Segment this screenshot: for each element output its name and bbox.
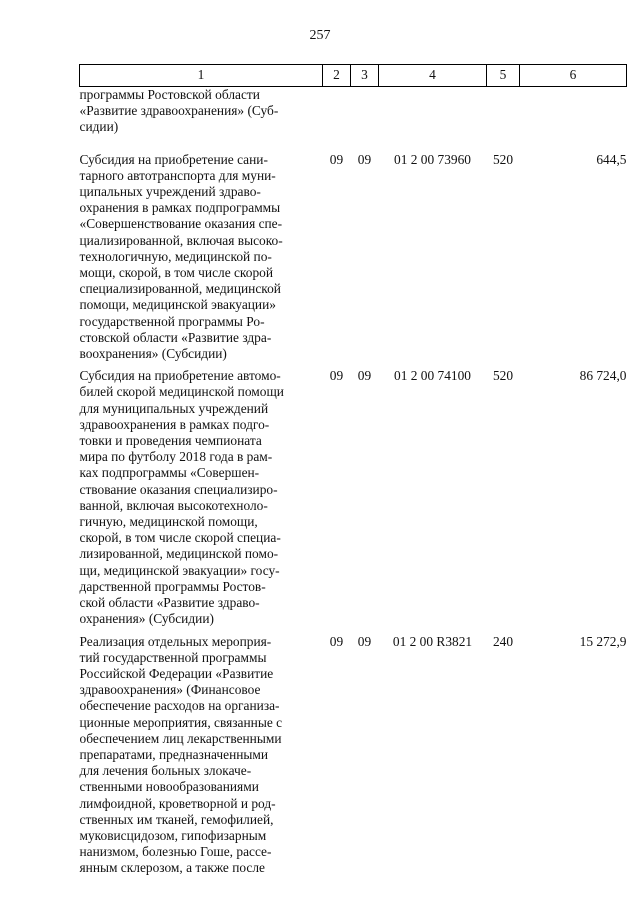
description-line: охранения в рамках подпрограммы <box>79 200 281 216</box>
description-line: стовской области «Развитие здра- <box>79 329 272 345</box>
column-header-section: 2 <box>323 65 351 87</box>
description-line: Российской Федерации «Развитие <box>79 665 274 681</box>
description-line: янным склерозом, а также после <box>79 860 265 876</box>
row-section: 09 <box>329 633 344 649</box>
column-header-item: 4 <box>379 65 487 87</box>
column-header-expense-type: 5 <box>487 65 520 87</box>
description-line: обеспечение расходов на организа- <box>79 698 280 714</box>
description-line: циализированной, включая высоко- <box>79 232 283 248</box>
description-line: Субсидия на приобретение автомо- <box>79 368 281 384</box>
description-line: технологичную, медицинской по- <box>79 248 272 264</box>
table-row <box>80 368 627 633</box>
table-row <box>80 634 627 883</box>
description-line: ственными новообразованиями <box>79 779 259 795</box>
description-line: нанизмом, болезнью Гоше, рассе- <box>79 844 272 860</box>
row-amount: 644,5 <box>596 151 627 167</box>
row-description <box>80 634 323 883</box>
row-description <box>80 368 323 633</box>
column-header-amount: 6 <box>520 65 627 87</box>
description-line: воохранения» (Субсидии) <box>79 346 227 362</box>
row-item-code: 01 2 00 73960 <box>394 151 471 167</box>
description-line: скорой, в том числе скорой специа- <box>79 530 281 546</box>
description-line: дарственной программы Ростов- <box>79 578 266 594</box>
description-line: ках подпрограммы «Совершен- <box>79 465 260 481</box>
row-subsection: 09 <box>357 633 372 649</box>
description-line: помощи, медицинской эвакуации» <box>79 297 276 313</box>
description-line: «Совершенствование оказания спе- <box>79 216 283 232</box>
column-header-description: 1 <box>80 65 323 87</box>
row-amount: 15 272,9 <box>579 633 627 649</box>
row-section: 09 <box>329 368 344 384</box>
description-line: ствование оказания специализиро- <box>79 481 278 497</box>
description-line: программы Ростовской области <box>79 87 260 102</box>
row-description <box>80 152 323 369</box>
description-line: ванной, включая высокотехноло- <box>79 497 268 513</box>
description-line: препаратами, предназначенными <box>79 746 269 762</box>
page-number: 257 <box>309 28 331 43</box>
description-line: ционные мероприятия, связанные с <box>79 714 283 730</box>
description-line: гичную, медицинской помощи, <box>79 514 258 530</box>
row-section: 09 <box>329 151 344 167</box>
description-line: лимфоидной, кроветворной и род- <box>79 795 276 811</box>
header-row <box>80 65 627 87</box>
description-line: «Развитие здравоохранения» (Суб- <box>79 103 279 119</box>
description-line: билей скорой медицинской помощи <box>79 384 284 400</box>
description-line: ской области «Развитие здраво- <box>79 595 260 611</box>
description-line: обеспечением лиц лекарственными <box>79 730 282 746</box>
description-line: специализированной, медицинской <box>79 281 281 297</box>
description-line: муковисцидозом, гипофизарным <box>79 827 267 843</box>
row-expense-type: 520 <box>492 151 514 167</box>
description-line: щи, медицинской эвакуации» госу- <box>79 562 280 578</box>
budget-table <box>79 64 627 883</box>
description-line: тарного автотранспорта для муни- <box>79 167 276 183</box>
description-line: сидии) <box>79 119 119 135</box>
table-row <box>80 152 627 369</box>
row-expense-type: 240 <box>492 633 514 649</box>
description-line: государственной программы Ро- <box>79 313 265 329</box>
row-subsection: 09 <box>357 368 372 384</box>
description-line: товки и проведения чемпионата <box>79 433 262 449</box>
description-line: ципальных учреждений здраво- <box>79 184 261 200</box>
description-line: Субсидия на приобретение сани- <box>79 151 268 167</box>
description-line: лизированной, медицинской помо- <box>79 546 279 562</box>
row-description <box>80 87 323 152</box>
description-line: ственных им тканей, гемофилией, <box>79 811 274 827</box>
description-line: для лечения больных злокаче- <box>79 763 252 779</box>
description-line: для муниципальных учреждений <box>79 400 269 416</box>
description-line: мира по футболу 2018 года в рам- <box>79 449 273 465</box>
description-line: здравоохранения» (Финансовое <box>79 682 261 698</box>
table-row-continuation <box>80 87 627 152</box>
row-subsection: 09 <box>357 151 372 167</box>
row-expense-type: 520 <box>492 368 514 384</box>
row-item-code: 01 2 00 R3821 <box>392 633 473 649</box>
description-line: тий государственной программы <box>79 649 267 665</box>
description-line: здравоохранения в рамках подго- <box>79 416 270 432</box>
row-item-code: 01 2 00 74100 <box>394 368 471 384</box>
description-line: мощи, скорой, в том числе скорой <box>79 265 274 281</box>
row-amount: 86 724,0 <box>579 368 627 384</box>
column-header-subsection: 3 <box>351 65 379 87</box>
description-line: Реализация отдельных мероприя- <box>79 633 272 649</box>
description-line: охранения» (Субсидии) <box>79 611 214 627</box>
